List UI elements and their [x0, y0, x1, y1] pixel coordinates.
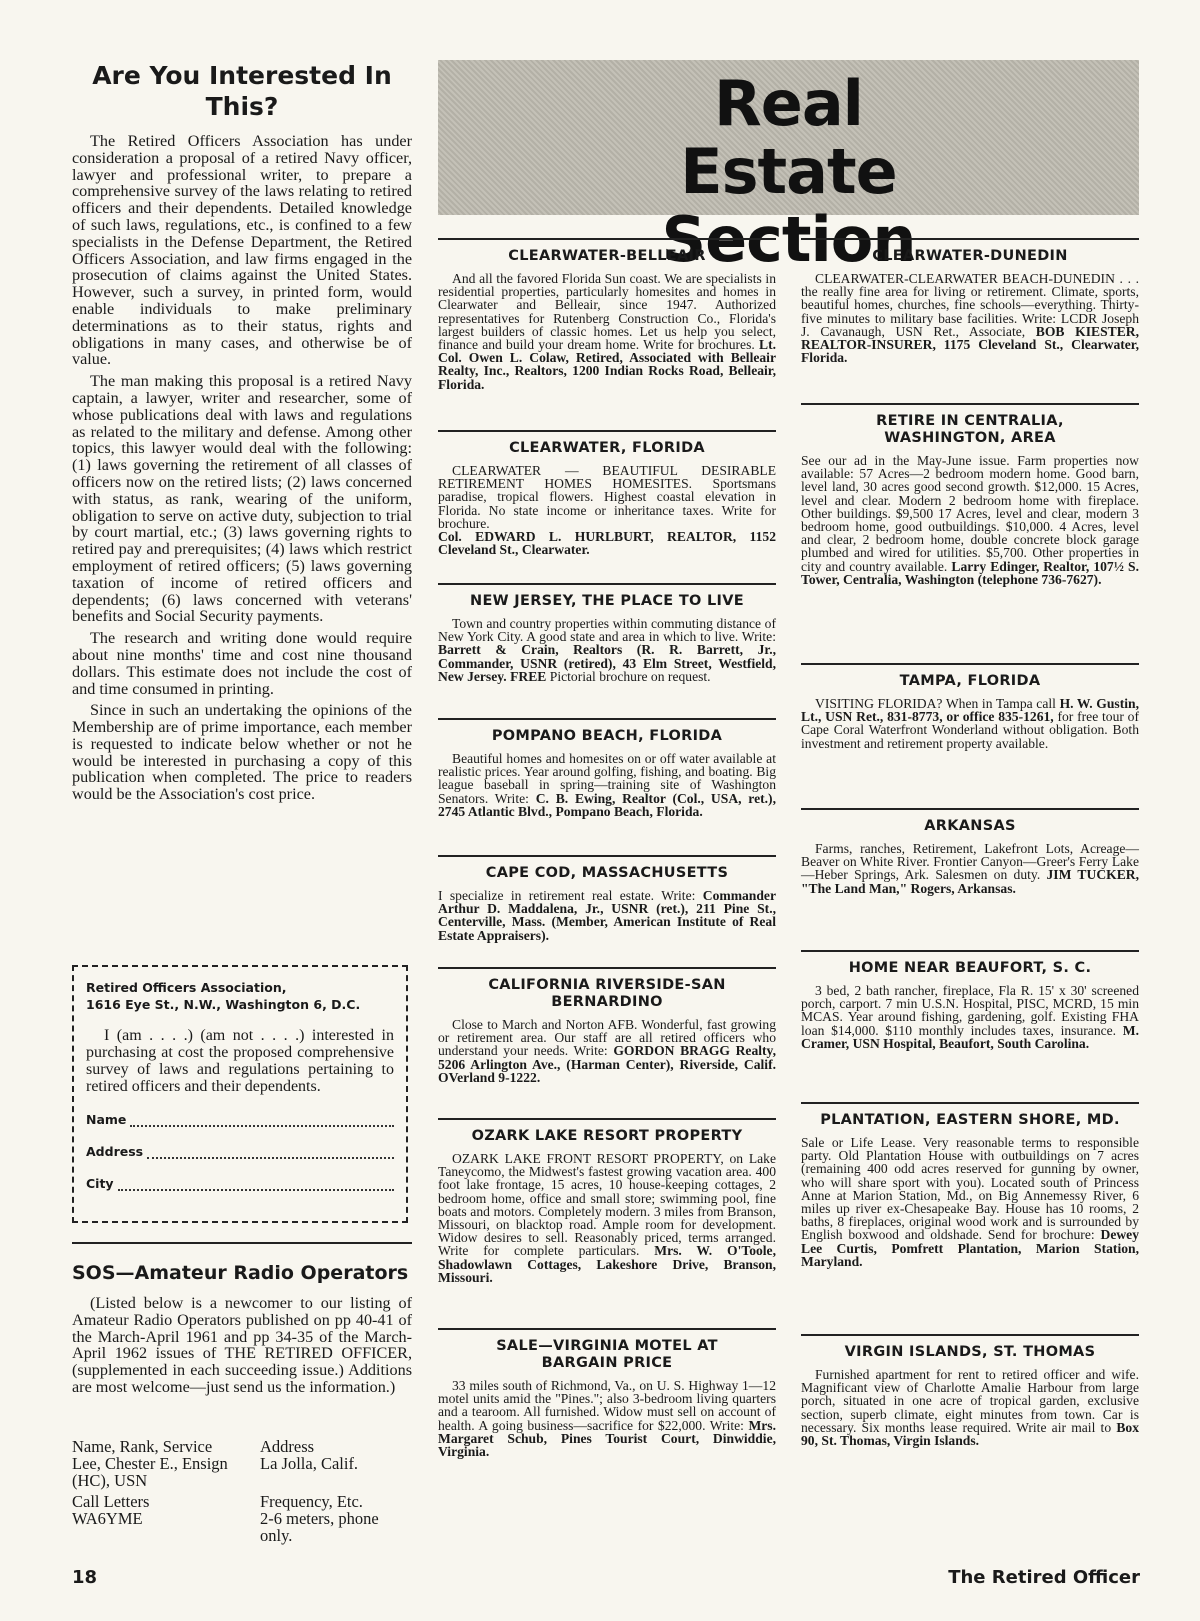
coupon-address: 1616 Eye St., N.W., Washington 6, D.C. — [86, 997, 361, 1012]
operator-name: Lee, Chester E., Ensign (HC), USN — [72, 1454, 228, 1490]
ad-title: CLEARWATER-BELLEAIR — [508, 248, 706, 264]
page-number: 18 — [72, 1567, 98, 1588]
ad-title: TAMPA, FLORIDA — [899, 673, 1041, 689]
ad-listing — [438, 583, 776, 683]
ad-listing — [801, 808, 1139, 895]
sos-title: SOS—Amateur Radio Operators — [72, 1262, 409, 1284]
divider — [72, 1242, 412, 1244]
ad-text: Close to March and Norton AFB. Wonderful, fast growing or retirement area. Our staff are all retired officers who understand your needs. Write: GORDON BRAGG Realty, 5206 Arlington Ave., (Harman Center), Riverside, Calif. OVerland 9-1222. — [438, 1017, 776, 1085]
ad-text: Town and country properties within commuting distance of New York City. A good state and area in which to live. Write: Barrett & Crain, Realtors (R. R. Barrett, Jr., Commander, USNR (retired), 43 Elm Street, Westfield, New Jersey. FREE Pictorial brochure on request. — [438, 616, 776, 684]
ad-text: CLEARWATER — BEAUTIFUL DESIRABLE RETIREMENT HOMES HOMESITES. Sportsmans paradise, tropical flowers. Highest coastal elevation in Florida. No state income or inheritance taxes. Write for brochure. — [438, 463, 776, 531]
call-letters: WA6YME — [72, 1509, 143, 1528]
ad-text: I specialize in retirement real estate. Write: Commander Arthur D. Maddalena, Jr., USNR (ret.), 211 Pine St., Centerville, Mass. (Member, American Institute of Real Estate Appraisers). — [438, 888, 776, 943]
col-header: Frequency, Etc. — [260, 1492, 363, 1511]
article-body — [72, 133, 412, 808]
ad-text: CLEARWATER-CLEARWATER BEACH-DUNEDIN . . . the really fine area for living or retirement. Climate, sports, beautiful homes, churches, fine schools—everything. Thirty-five minutes to military base facilities. Write: LCDR Joseph J. Cavanaugh, USN Ret., Associate, BOB KIESTER, REALTOR-INSURER, 1175 Cleveland St., Clearwater, Florida. — [801, 271, 1139, 366]
table-row — [72, 1438, 412, 1455]
table-row — [72, 1493, 412, 1510]
operator-address: La Jolla, Calif. — [260, 1454, 359, 1473]
ad-listing — [438, 855, 776, 942]
ad-listing — [438, 718, 776, 818]
article-title: Are You Interested In This? — [92, 61, 392, 121]
article-paragraph: The research and writing done would require about nine months' time and cost nine thousand dollars. This estimate does not include the cost of and time consumed in printing. — [72, 629, 412, 698]
radio-operator-table — [72, 1438, 412, 1544]
ad-text: 3 bed, 2 bath rancher, fireplace, Fla R. 15' x 30' screened porch, carport. 7 min U.S.N. Hospital, PISC, MCRD, 15 min MCAS. Year around fishing, gardening, golf. Existing FHA loan $14,000. $110 monthly includes taxes, insurance. M. Cramer, USN Hospital, Beaufort, South Carolina. — [801, 983, 1139, 1051]
ad-listing — [801, 663, 1139, 750]
article-paragraph: The man making this proposal is a retired Navy captain, a lawyer, writer and researcher, some of whose publications deal with laws and regulations as related to the military and defense. Among other topics, this lawyer would deal with the following: (1) laws governing the retirement of all classes of officers now on the retired lists; (2) laws concerned with status, as rank, wearing of the uniform, obligation to serve on active duty, subjection to trial by court martial, etc.; (3) laws governing rights to retired pay and prerequisites; (4) laws which restrict employment of retired officers; (5) laws governing taxation of income of retired officers and dependents; (6) laws concerned with veterans' benefits and Social Security payments. — [72, 372, 412, 626]
coupon-city-field[interactable] — [86, 1173, 394, 1191]
table-row — [72, 1510, 412, 1544]
coupon-address-field[interactable] — [86, 1141, 394, 1159]
response-coupon[interactable] — [72, 965, 408, 1223]
ad-title: HOME NEAR BEAUFORT, S. C. — [848, 960, 1092, 976]
table-row — [72, 1455, 412, 1489]
ad-listing — [438, 430, 776, 556]
col-header: Name, Rank, Service — [72, 1437, 213, 1456]
ad-title: NEW JERSEY, THE PLACE TO LIVE — [470, 593, 744, 609]
magazine-title: The Retired Officer — [948, 1567, 1140, 1588]
coupon-org: Retired Officers Association, — [86, 980, 287, 995]
banner-title-line: Real Estate Section — [661, 67, 916, 276]
ad-title: SALE—VIRGINIA MOTEL AT BARGAIN PRICE — [496, 1338, 718, 1371]
ad-text: VISITING FLORIDA? When in Tampa call H. W. Gustin, Lt., USN Ret., 831-8773, or office 835-1261, for free tour of Cape Coral Waterfront Wonderland without obligation. Both investment and retirement property available. — [801, 696, 1140, 751]
city-label: City — [86, 1176, 114, 1191]
name-label: Name — [86, 1112, 127, 1127]
frequency: 2-6 meters, phone only. — [260, 1509, 379, 1545]
ad-title: ARKANSAS — [924, 818, 1016, 834]
ad-contact: Col. EDWARD L. HURLBURT, REALTOR, 1152 Cleveland St., Clearwater. — [438, 529, 776, 558]
ad-listing — [801, 950, 1139, 1050]
ad-text: Furnished apartment for rent to retired officer and wife. Magnificant view of Charlotte Amalie Harbour from large porch, situated in one acre of tropical garden, exclusive section, superb climate, eight minutes from town. Car is necessary. Six months lease required. Write air mail to Box 90, St. Thomas, Virgin Islands. — [801, 1367, 1139, 1449]
ad-text: See our ad in the May-June issue. Farm properties now available: 57 Acres—2 bedroom modern home. Good barn, level land, 30 acres good second growth. $12,000. 15 Acres, level and clear. Modern 2 bedroom home with fireplace. Other buildings. $9,500 17 Acres, level and clear, modern 3 bedroom home, good outbuildings. $10,000. 4 Acres, level and clear, 2 bedroom home, double concrete block garage plumbed and wired for utilities. $5,700. Other properties in city and country available. Larry Edinger, Realtor, 107½ S. Tower, Centralia, Washington (telephone 736-7627). — [801, 453, 1139, 587]
ad-listing — [801, 238, 1139, 364]
ad-title: CLEARWATER, FLORIDA — [509, 440, 705, 456]
ad-title: PLANTATION, EASTERN SHORE, MD. — [820, 1112, 1120, 1128]
ad-text: 33 miles south of Richmond, Va., on U. S. Highway 1—12 motel units amid the "Pines."; also 3-bedroom living quarters and a tearoom. All furnished. Widow must sell on account of health. A going business—sacrifice for $22,000. Write: Mrs. Margaret Schub, Pines Tourist Court, Dinwiddie, Virginia. — [438, 1378, 776, 1460]
ad-listing — [801, 1102, 1139, 1268]
ad-title: VIRGIN ISLANDS, ST. THOMAS — [844, 1344, 1096, 1360]
col-header: Address — [260, 1437, 315, 1456]
ad-text: Farms, ranches, Retirement, Lakefront Lots, Acreage—Beaver on White River. Frontier Canyon—Greer's Ferry Lake—Heber Springs, Ark. Salesmen on duty. JIM TUCKER, "The Land Man," Rogers, Arkansas. — [801, 841, 1139, 896]
ad-title: CLEARWATER-DUNEDIN — [872, 248, 1068, 264]
ad-title: POMPANO BEACH, FLORIDA — [491, 728, 723, 744]
article-paragraph: The Retired Officers Association has under consideration a proposal of a retired Navy officer, lawyer and professional writer, to prepare a comprehensive survey of the laws relating to retired officers and their dependents. Detailed knowledge of such laws, regulations, etc., is confined to a few specialists in the Defense Department, the Retired Officers Association, and law firms engaged in the prosecution of claims against the United States. However, such a survey, in printed form, would enable individuals to make preliminary determinations as to their status, rights and obligations in many cases, and otherwise be of value. — [72, 132, 412, 369]
ad-text: OZARK LAKE FRONT RESORT PROPERTY, on Lake Taneycomo, the Midwest's fastest growing vacation area. 400 foot lake frontage, 15 acres, 10 house-keeping cottages, 2 bedroom home, office and small store; swimming pool, fine boats and motors. Completely modern. 3 miles from Branson, Missouri, on blacktop road. Ample room for development. Widow desires to sell. Reasonably priced, terms arranged. Write for complete particulars. Mrs. W. O'Toole, Shadowlawn Cottages, Lakeshore Drive, Branson, Missouri. — [438, 1151, 776, 1285]
ad-title: RETIRE IN CENTRALIA, WASHINGTON, AREA — [876, 413, 1064, 446]
address-label: Address — [86, 1144, 144, 1159]
ad-text: Sale or Life Lease. Very reasonable terms to responsible party. Old Plantation House with outbuildings on 7 acres (remaining 400 odd acres reserved for gunning by owner, who will share sport with you). Located south of Princess Anne at Marion Station, Md., on Big Annemessy River, 6 miles up river ex-Chesapeake Bay. House has 10 rooms, 2 baths, 8 fireplaces, original wood work and is surrounded by English boxwood and oldshade. Send for brochure: Dewey Lee Curtis, Pomfrett Plantation, Marion Station, Maryland. — [801, 1135, 1139, 1269]
coupon-text: I (am . . . .) (am not . . . .) interested in purchasing at cost the proposed comprehensive survey of laws and regulations pertaining to retired officers and their dependents. — [86, 1027, 394, 1095]
ad-listing — [438, 967, 776, 1084]
coupon-name-field[interactable] — [86, 1109, 394, 1127]
col-header: Call Letters — [72, 1492, 150, 1511]
ad-listing — [438, 1328, 776, 1458]
ad-listing — [801, 1334, 1139, 1447]
ad-title: CALIFORNIA RIVERSIDE-SAN BERNARDINO — [488, 977, 726, 1010]
sos-body: (Listed below is a newcomer to our listing of Amateur Radio Operators published on pp 40-41 of the March-April 1961 and pp 34-35 of the March-April 1962 issues of THE RETIRED OFFICER, (supplemented in each succeeding issue.) Additions are most welcome—just send us the information.) — [72, 1294, 412, 1396]
ad-listing — [438, 1118, 776, 1284]
ad-title: OZARK LAKE RESORT PROPERTY — [471, 1128, 743, 1144]
ad-text: Beautiful homes and homesites on or off water available at realistic prices. Year around golfing, fishing, and boating. Big league baseball in spring—training site of Washington Senators. Write: C. B. Ewing, Realtor (Col., USA, ret.), 2745 Atlantic Blvd., Pompano Beach, Florida. — [438, 751, 776, 819]
ad-text: And all the favored Florida Sun coast. We are specialists in residential properties, particularly homesites and homes in Clearwater and Belleair, since 1947. Authorized representatives for Rutenberg Construction Co., Florida's largest builders of classic homes. Let us help you select, finance and build your dream home. Write for brochures. Lt. Col. Owen L. Colaw, Retired, Associated with Belleair Realty, Inc., Realtors, 1200 Indian Rocks Road, Belleair, Florida. — [438, 271, 776, 392]
ad-listing — [438, 238, 776, 391]
article-paragraph: Since in such an undertaking the opinions of the Membership are of prime importance, each member is requested to indicate below whether or not he would be interested in purchasing a copy of this publication when completed. The price to readers would be the Association's cost price. — [72, 701, 412, 804]
ad-title: CAPE COD, MASSACHUSETTS — [485, 865, 729, 881]
ad-listing — [801, 403, 1139, 586]
